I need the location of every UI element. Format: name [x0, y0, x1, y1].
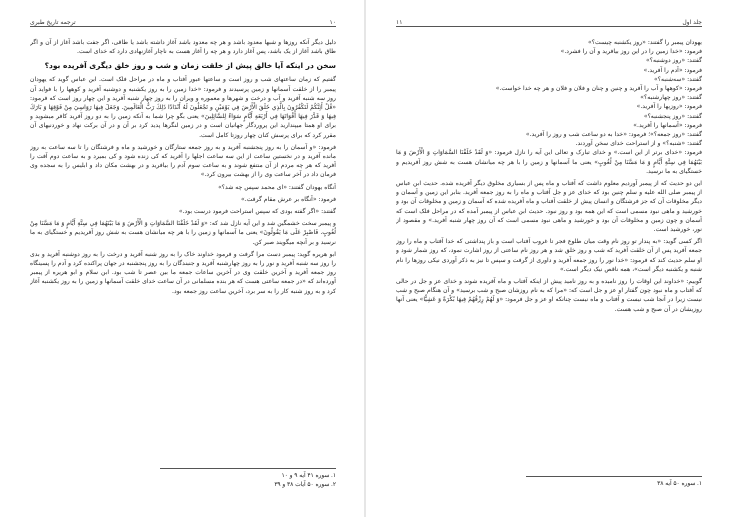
- right-footnotes: [396, 480, 702, 489]
- right-page: [366, 0, 732, 517]
- dialogue-line: گفتند: «روز دوشنبه؟»: [645, 57, 702, 65]
- left-footnotes: [30, 472, 336, 489]
- right-paragraph: اگر کسی گوید: «به پندار تو روز نام وقت میان طلوع فجر تا غروب آفتاب است و باز پنداشتی که خدا آفتاب و ماه را روز جمعه آفرید پس از آن خلقت آفرید که شب و روز خلق شد و هر روز نام ساعتی از روز اشارت نمود، که روز شمار شود و او سلم حدیث کند که فرمود: «خدا نور را روز جمعه آفرید و داوری از گرفت و سپس تا نیز به ذکر آوردی نیکی روزها را نام شنبه و یکشنبه دیگر است»، همه ناقص نیک دیگر است.»: [396, 238, 702, 273]
- left-paragraph: گفتیم که زمان ساعتهای شب و روز است و ساعتها عبور آفتاب و ماه در مراحل فلک است. ابن عباس گوید که یهودان پیمبر را از خلقت آسمانها و زمین پرسیدند و فرمود: «خدا زمین را به روز یکشنبه و دوشنبه آفرید و کوهها را با فواید آن روز سه شنبه آفرید و آب و درخت و شهرها و معموره و ویران را به روز چهار شنبه آفرید و این چهار روز است که فرمود: «قُلْ أَئِنَّكُمْ لَتَكْفُرُونَ بِالَّذِي خَلَقَ الْأَرْضَ فِي يَوْمَيْنِ و تَجْعَلُونَ لَهُ أَنْدَادًا ذَلِكَ رَبُّ الْعَالَمِينَ. وَجَعَلَ فِيهَا رَوَاسِيَ مِنْ فَوْقِهَا وَ بَارَكَ فِيهَا وَ قَدَّرَ فِيهَا أَقْوَاتَهَا فِي أَرْبَعَةِ أَيَّامٍ سَوَاءً لِلسَّائِلِينَ» یعنی بگو چرا شما به آنکه زمین را به دو روز آفرید کافر میشوید و برای او همتا میپندارید این پروردگار جهانیان است و در زمین لنگرها پدید کرد بر آن و در آن برکت نهاد و خوردنیهای آن مقرر کرد که برای پرسش کنان چهار روزتا کامل است.: [30, 76, 336, 139]
- left-paragraph: گفتند: «اگر گفته بودی که سپس استراحت فرمود درست بود.»: [178, 208, 336, 216]
- right-page-number: ۱۱: [396, 19, 403, 26]
- left-page-body: [30, 38, 336, 465]
- dialogue-line: فرمود: «آسمانها را آفرید.»: [633, 121, 702, 129]
- left-paragraph: آنگاه یهودان گفتند: «ای محمد سپس چه شد؟»: [218, 183, 336, 191]
- right-paragraph: فرمود: «خدای برتر از این است.» و خدای تبارک و تعالی این آیه را نازل فرمود: «وَ لَقَدْ خَلَقْنَا السَّمَاوَاتِ وَ الْأَرْضَ وَ مَا بَيْنَهُمَا فِي سِتَّةِ أَيَّامٍ وَ مَا مَسَّنَا مِنْ لُغُوبٍ» یعنی ما آسمانها و زمین را با هر چه میانشان هست به شش روز آفریدیم و خستگیای به ما نرسید.: [396, 149, 702, 175]
- left-paragraph: ابو هریره گوید: پیمبر دست مرا گرفت و فرمود خداوند خاک را به روز شنبه آفرید و درخت را به روز دوشنبه آفرید و بدی را روز سه شنبه آفرید و نور را به روز چهارشنبه آفرید و جنبندگان را به روز پنجشنبه در جهان پراکنده کرد و آدم را پسینگاه روز جمعه آفرید و آخرین خلقت وی در آخرین ساعات جمعه ما بین عصر تا شب بود. ابن سلام و ابو هریره از پیمبر آورده‌اند که «در جمعه ساعتی هست که هر بنده مسلمانی در آن ساعت خدای خلقت آسمانها و زمین را به روز یکشنبه آغاز کرد و به روز شنبه کار را به سر برد، آخرین ساعت روز جمعه بود.: [30, 250, 336, 295]
- left-paragraph: دلیل دیگر آنکه روزها و شبها معدود باشد و هر چه معدود باشد آغاز داشته باشد یا طاقی، اگر جفت باشد آغاز از آن و اگر طاق باشد آغاز از یک باشد، پس آغاز دارد و هر چه را آغاز هست به ناچار آغازنهادی دارد که خدای است.: [30, 39, 336, 56]
- dialogue-line: گفتند: «روز چهارشنبه؟»: [640, 94, 702, 102]
- right-running-title: جلد اول: [682, 19, 702, 26]
- left-paragraph: فرمود: «و آسمان را به روز پنجشنبه آفرید و به روز جمعه ستارگان و خورشید و ماه و فرشتگان را تا سه ساعت به روز مانده آفرید و در نخستین ساعت از این سه ساعت اجلها را آفرید که کی زنده شود و کی بمیرد و به ساعت دوم آفت را آفرید که هر چه مردم از آن منتفع شوند و به ساعت سوم آدم را بیافرید و در بهشت مکان داد و ابلیس را به سجده وی فرمان داد در آخر ساعت وی را از بهشت بیرون کرد.»: [30, 143, 336, 179]
- right-page-header: [396, 14, 702, 26]
- left-footnote-rule: [160, 468, 336, 469]
- section-heading: سخن در اینکه آیا خالق پیش از خلقت زمان و شب و روز خلق دیگری آفریده بود؟: [44, 61, 336, 71]
- dialogue-line: گفتند: «سه‌شنبه؟»: [654, 75, 702, 83]
- right-paragraph: گوییم: «خداوند این اوقات را روز نامیده و به روز نامید پیش از اینکه آفتاب و ماه آفریده شوند و خدای عز و جل در حالی که آفتاب و ماه نبود چون گفتار او عز و جل است که: «مرا که به نام روزشان صبح و شب برسید» و آن هنگام صبح و شب نیست زیرا در آنجا شب نیست و آفتاب و ماه نیست چنانکه او عز و جل فرمود: «وَ لَهُمْ رِزْقُهُمْ فِيهَا بُكْرَةً وَ عَشِيًّا» یعنی آنها روزیشان در آن صبح و شب هست.: [396, 278, 702, 313]
- dialogue-line: فرمود: «روزیها را آفرید.»: [636, 103, 702, 111]
- dialogue-line: یهودان پیمبر را گفتند: «روز یکشنبه چیست؟»: [588, 39, 702, 46]
- dialogue-line: گفتند: «روز جمعه؟»؛ فرمود: «خدا به دو ساعت شب و روز را آفرید.»: [525, 131, 702, 139]
- right-footnote-rule: [526, 476, 702, 477]
- left-running-title: ترجمه تاریخ طبری: [30, 19, 76, 26]
- dialogue-line: فرمود: «خدا زمین را در این روز بیافرید و آن را فشرد.»: [560, 48, 702, 56]
- dialogue-line: فرمود: «کوهها و آب را آفرید و چنین و چنان و فلان و فلان و هر چه خدا خواست.»: [495, 85, 702, 93]
- left-paragraph: و پیمبر سخت خشمگین شد و این آیه نازل شد که: «وَ لَقَدْ خَلَقْنَا السَّمَاوَاتِ وَ الْأَرْضَ وَ مَا بَيْنَهُمَا فِي سِتَّةِ أَيَّامٍ وَ مَا مَسَّنَا مِنْ لُغُوبٍ. فَاصْبِرْ عَلَى مَا يَقُولُونَ» یعنی ما آسمانها و زمین را با هر چه میانشان هست به شش روز آفریدیم و خستگیای به ما نرسید و بر آنچه میگویند صبر کن.: [30, 220, 336, 246]
- footnote: ۲. سوره ۵۰ آیات ۳۸ و ۳۹: [274, 481, 336, 488]
- right-paragraph: این دو حدیث که از پیمبر آوردیم معلوم داشت که آفتاب و ماه پس از بسیاری مخلوق دیگر آفریده شده. حدیث ابن عباس از پیمبر صلی الله علیه و سلم چنین بود که خدای عز و جل آفتاب و ماه را به روز جمعه آفرید. بنابر این زمین و آسمان و دیگر مخلوقات آن که جز فرشتگان و انسان پیش از خلقت آفتاب و ماه آفریده شده که آسمان و زمین و مخلوقات آن بود و خورشید و ماهی نبود مسمی است که این همه بود و روز نبود. حدیث ابن عباس از پیمبر آمده که در مراحل فلک است که آسمان و چون زمین و مخلوقات آن بود و خورشید و ماهی نبود مسمی است که آن روز چهار شنبه آفرید.» و مقصود از نور، خورشید است.: [396, 180, 702, 234]
- right-page-body: [396, 38, 702, 465]
- left-header-rule: [30, 26, 336, 27]
- footnote: ۱. سوره ۵۰ آیه ۳۸: [657, 481, 702, 487]
- dialogue-line: گفتند: «شنبه؟» و از استراحت خدای سخن آوردند.: [575, 140, 702, 148]
- dialogue-line: گفتند: «روز پنجشنبه؟»: [643, 112, 702, 120]
- footnote: ۱. سوره ۴۱ آیه ۹ و ۱۰: [281, 473, 336, 479]
- left-page-header: [30, 14, 336, 26]
- left-paragraph: فرمود: «آنگاه بر عرش مقام گرفت.»: [241, 195, 336, 203]
- left-page-number: ۱۰: [329, 19, 336, 26]
- right-header-rule: [396, 26, 702, 27]
- dialogue-line: فرمود: «آدم را آفرید.»: [643, 66, 702, 74]
